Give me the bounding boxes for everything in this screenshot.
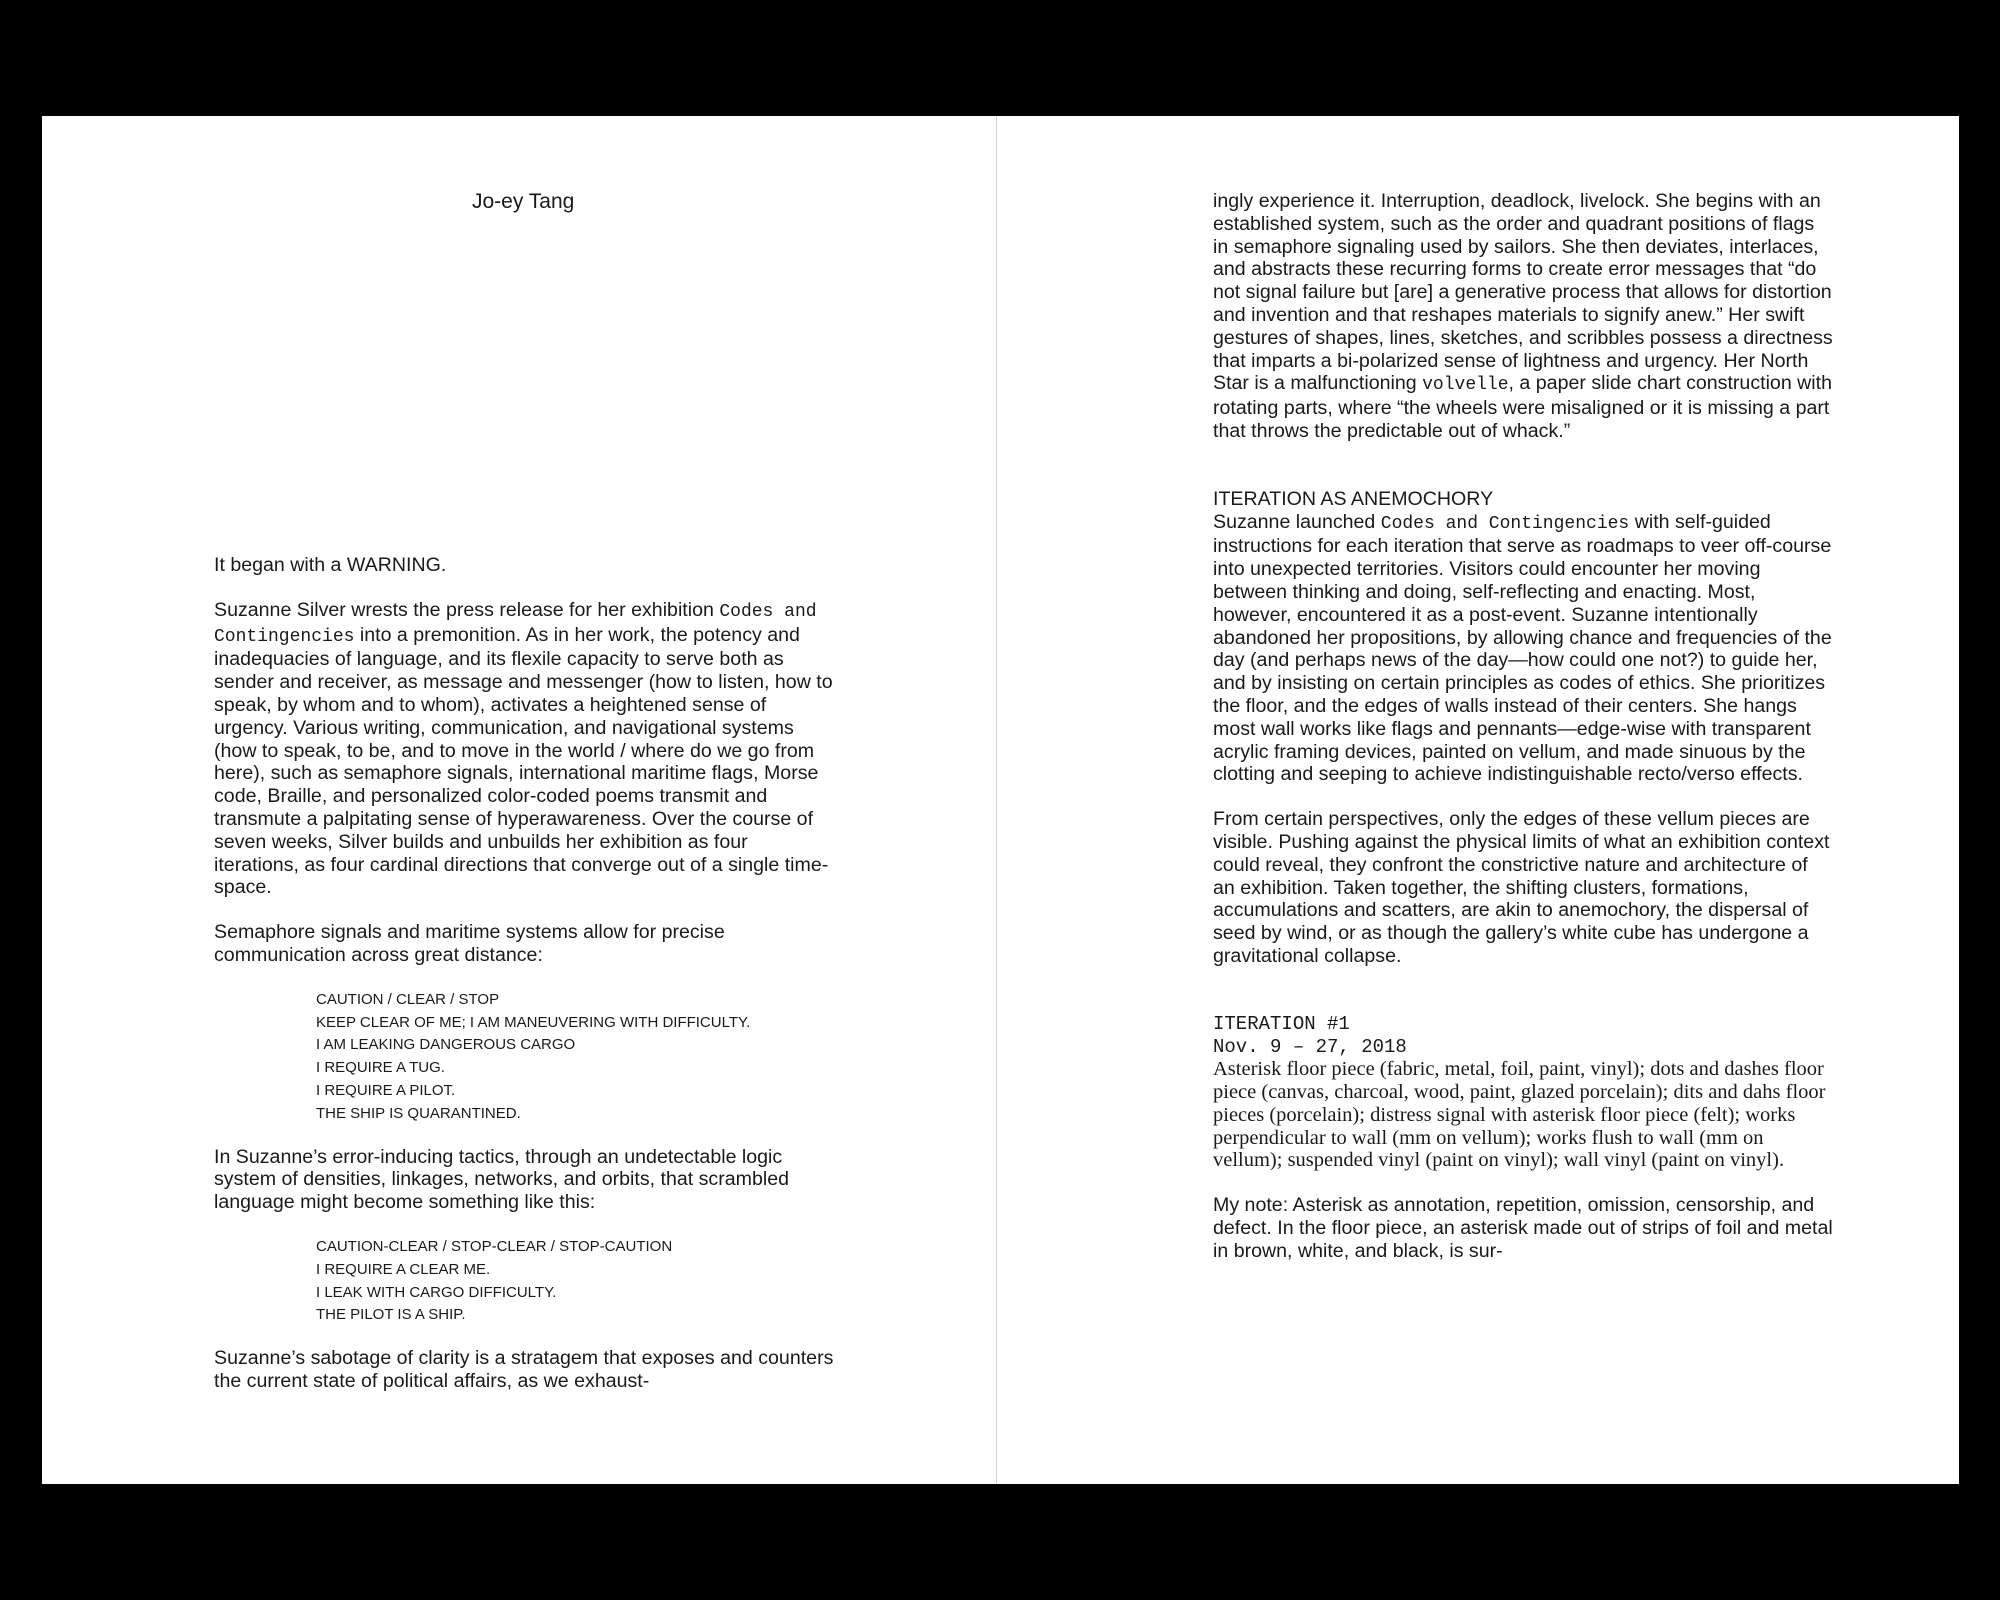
paragraph-semaphore: Semaphore signals and maritime systems allow for precise communication across great distance:	[214, 921, 725, 966]
right-column	[1213, 190, 1833, 1263]
iteration-title: ITERATION #1	[1213, 1012, 1350, 1035]
list-item: I REQUIRE A TUG.	[316, 1059, 445, 1077]
paragraph-launch	[1213, 511, 1833, 787]
paragraph-text: Suzanne launched	[1213, 510, 1376, 533]
paragraph-text: , a paper slide chart construction with rotating parts, where “the wheels were misaligned or it is missing a part that throws the predictable out of whack.”	[1213, 372, 1833, 442]
intro-paragraph: It began with a WARNING.	[214, 554, 447, 576]
paragraph-text: into a premonition. As in her work, the potency and inadequacies of language, and its flexile capacity to serve both as sender and receiver, as message and messenger (how to listen, how to speak, by whom and to whom), activates a heightened sense of urgency. Various writing, communication, and navigational systems (how to speak, to be, and to move in the world / where do we go from here), such as semaphore signals, international maritime flags, Morse code, Braille, and personalized color-coded poems transmit and transmute a palpitating sense of hyperawareness. Over the course of seven weeks, Silver builds and unbuilds her exhibition as four iterations, as four cardinal directions that converge out of a single time-space.	[214, 623, 833, 899]
iteration-dates: Nov. 9 – 27, 2018	[1213, 1035, 1407, 1058]
iteration-entry	[1213, 1013, 1833, 1173]
paragraph-text: Suzanne Silver wrests the press release for her exhibition	[214, 598, 714, 621]
iteration-description: Asterisk floor piece (fabric, metal, foil, paint, vinyl); dots and dashes floor piece (canvas, charcoal, wood, paint, glazed porcelain); dits and dahs floor pieces (porcelain); distress signal with asterisk floor piece (felt); works perpendicular to wall (mm on vellum); works flush to wall (mm on vellum); suspended vinyl (paint on vinyl); wall vinyl (paint on vinyl).	[1213, 1058, 1826, 1172]
volvelle-term: volvelle	[1422, 375, 1509, 396]
list-item: CAUTION / CLEAR / STOP	[316, 990, 500, 1008]
exhibition-title: Codes and Contingencies	[1380, 513, 1630, 534]
scrambled-signal-list	[316, 1236, 834, 1327]
list-item: I REQUIRE A PILOT.	[316, 1081, 456, 1099]
list-item: THE SHIP IS QUARANTINED.	[316, 1104, 521, 1122]
paragraph-note: My note: Asterisk as annotation, repetition, omission, censorship, and defect. In the floor piece, an asterisk made out of strips of foil and metal in brown, white, and black, is sur-	[1213, 1194, 1833, 1262]
list-item: I AM LEAKING DANGEROUS CARGO	[316, 1036, 576, 1054]
list-item: I LEAK WITH CARGO DIFFICULTY.	[316, 1283, 557, 1301]
paragraph-continuation	[1213, 190, 1833, 443]
paragraph-perspectives: From certain perspectives, only the edges of these vellum pieces are visible. Pushing against the physical limits of what an exhibition context could reveal, they confront the constrictive nature and architecture of an exhibition. Taken together, the shifting clusters, formations, accumulations and scatters, are akin to anemochory, the dispersal of seed by wind, or as though the gallery’s white cube has undergone a gravitational collapse.	[1213, 808, 1830, 967]
paragraph-text: with self-guided instructions for each iteration that serve as roadmaps to veer off-course into unexpected territories. Visitors could encounter her moving between thinking and doing, self-reflecting and enacting. Most, however, encountered it as a post-event. Suzanne intentionally abandoned her propositions, by allowing chance and frequencies of the day (and perhaps news of the day—how could one not?) to guide her, and by insisting on certain principles as codes of ethics. She prioritizes the floor, and the edges of walls instead of their centers. She hangs most wall works like flags and pennants—edge-wise with transparent acrylic framing devices, painted on vellum, and made sinuous by the clotting and seeping to achieve indistinguishable recto/verso effects.	[1213, 510, 1832, 786]
list-item: THE PILOT IS A SHIP.	[316, 1306, 466, 1324]
left-page	[42, 116, 996, 1484]
list-item: I REQUIRE A CLEAR ME.	[316, 1260, 491, 1278]
paragraph-text: ingly experience it. Interruption, deadlock, livelock. She begins with an established system, such as the order and quadrant positions of flags in semaphore signaling used by sailors. She then deviates, interlaces, and abstracts these recurring forms to create error messages that “do not signal failure but [are] a generative process that allows for distortion and invention and that reshapes materials to signify anew.” Her swift gestures of shapes, lines, sketches, and scribbles possess a directness that imparts a bi-polarized sense of lightness and urgency. Her North Star is a malfunctioning	[1213, 190, 1833, 395]
list-item: CAUTION-CLEAR / STOP-CLEAR / STOP-CAUTION	[316, 1237, 673, 1255]
signal-list	[316, 989, 834, 1126]
paragraph-exhibition	[214, 599, 834, 899]
paragraph-tactics: In Suzanne’s error-inducing tactics, through an undetectable logic system of densities, linkages, networks, and orbits, that scrambled language might become something like this:	[214, 1145, 790, 1214]
book-spread	[42, 116, 1959, 1484]
right-page	[997, 116, 1959, 1484]
left-column	[214, 554, 834, 1393]
list-item: KEEP CLEAR OF ME; I AM MANEUVERING WITH DIFFICULTY.	[316, 1013, 751, 1031]
section-heading: ITERATION AS ANEMOCHORY	[1213, 487, 1494, 510]
author-name: Jo-ey Tang	[472, 190, 575, 213]
exhibition-title: Codes and Contingencies	[214, 601, 817, 647]
paragraph-sabotage: Suzanne’s sabotage of clarity is a stratagem that exposes and counters the current state of political affairs, as we exhaust-	[214, 1347, 834, 1392]
